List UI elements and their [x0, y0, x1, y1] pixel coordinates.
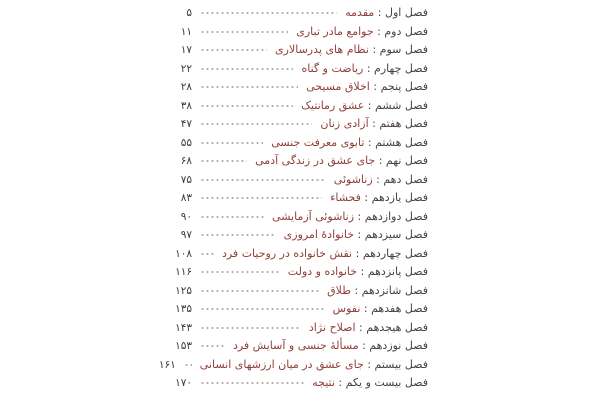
page-number-value: ۱۴۳	[175, 321, 192, 334]
chapter-title: تابوی معرفت جنسی	[271, 135, 365, 149]
chapter-heading	[301, 60, 428, 79]
chapter-title: طلاق	[327, 283, 351, 297]
chapter-separator: :	[358, 339, 370, 352]
chapter-heading	[345, 4, 428, 23]
page-number	[152, 134, 192, 153]
dot-leader	[200, 156, 247, 166]
page-number-value: ۱۵۳	[175, 340, 192, 352]
chapter-label: فصل چهاردهم	[362, 246, 428, 260]
chapter-separator: :	[352, 246, 363, 260]
dot-leader	[200, 138, 263, 148]
page-number	[152, 245, 192, 264]
page-number	[152, 23, 192, 42]
page-number	[152, 189, 192, 208]
chapter-title: جوامع مادر تباری	[296, 24, 374, 38]
dot-leader	[200, 119, 312, 129]
page-number	[152, 41, 192, 60]
toc-entry	[152, 97, 428, 116]
page-number-value: ۸۳	[180, 192, 192, 204]
page-number-value: ۱۱	[180, 25, 192, 38]
page-number-value: ۲۸	[180, 81, 192, 93]
chapter-title: عشق رمانتیک	[301, 98, 365, 112]
chapter-title: خانوادۀ امروزی	[283, 228, 355, 241]
chapter-label: فصل ششم	[375, 98, 428, 112]
chapter-label: فصل دهم	[383, 172, 428, 186]
chapter-label: فصل هفدهم	[371, 302, 428, 315]
chapter-label: فصل بیست و یکم	[345, 376, 428, 389]
page-number-value: ۱۱۶	[175, 266, 192, 278]
chapter-title: فحشاء	[330, 191, 361, 204]
chapter-title: زناشوئی آزمایشی	[272, 209, 355, 223]
chapter-heading	[272, 208, 428, 227]
toc-entry	[152, 245, 428, 264]
chapter-heading	[320, 115, 428, 134]
toc-entry	[152, 374, 428, 393]
page-number	[152, 319, 192, 338]
page-number-value: ۵	[186, 7, 192, 19]
page-number	[152, 97, 192, 116]
page-number-value: ۹۰	[180, 210, 192, 223]
chapter-label: فصل شانزدهم	[361, 283, 428, 297]
dot-leader	[200, 249, 214, 259]
chapter-separator: :	[373, 24, 385, 38]
page-number	[152, 300, 192, 319]
chapter-heading	[255, 152, 428, 171]
chapter-heading	[200, 356, 428, 375]
chapter-separator: :	[354, 209, 365, 223]
chapter-label: فصل نوزدهم	[369, 339, 428, 352]
chapter-title: زناشوئی	[333, 172, 373, 186]
page-number	[152, 4, 192, 23]
page-number-value: ۱۰۸	[175, 247, 192, 260]
chapter-label: فصل بیستم	[374, 357, 428, 371]
chapter-title: نفوس	[332, 302, 361, 315]
chapter-title: جای عشق در زندگی آدمی	[255, 154, 376, 167]
chapter-separator: :	[360, 302, 372, 315]
dot-leader	[200, 193, 322, 203]
dot-leader	[200, 304, 325, 314]
chapter-label: فصل هفتم	[379, 117, 428, 130]
chapter-heading	[284, 226, 428, 245]
page-number-value: ۲۲	[180, 62, 192, 75]
page-number	[152, 374, 192, 393]
toc-entry	[152, 152, 428, 171]
toc-entry	[152, 60, 428, 79]
dot-leader	[200, 45, 267, 55]
chapter-separator: :	[364, 98, 376, 112]
page-number-value: ۱۷۰	[175, 377, 192, 389]
chapter-separator: :	[363, 357, 375, 371]
chapter-label: فصل دوم	[384, 24, 428, 38]
chapter-heading	[334, 171, 428, 190]
dot-leader	[200, 8, 337, 18]
chapter-separator: :	[363, 61, 375, 75]
chapter-title: مقدمه	[345, 6, 375, 19]
page-number-value: ۱۳۵	[175, 303, 192, 315]
toc-entry	[152, 189, 428, 208]
dot-leader	[200, 267, 280, 277]
page-number-value: ۱۷	[180, 44, 192, 56]
chapter-separator: :	[368, 117, 380, 130]
chapter-heading	[271, 134, 428, 153]
page-number	[152, 171, 192, 190]
dot-leader	[200, 101, 293, 111]
chapter-label: فصل نهم	[385, 154, 428, 167]
chapter-separator: :	[364, 135, 376, 149]
chapter-separator: :	[334, 376, 346, 389]
chapter-heading	[275, 41, 428, 60]
chapter-heading	[222, 245, 428, 264]
chapter-label: فصل پانزدهم	[367, 265, 428, 278]
chapter-separator: :	[374, 6, 385, 19]
toc-entry	[152, 337, 428, 356]
chapter-separator: :	[355, 320, 367, 334]
chapter-title: نظام های پدرسالاری	[275, 43, 369, 56]
page-number-value: ۷۵	[180, 173, 192, 186]
dot-leader	[200, 378, 304, 388]
chapter-label: فصل سوم	[379, 43, 428, 56]
page-number-value: ۵۵	[180, 136, 192, 149]
dot-leader	[200, 64, 293, 74]
toc-entry	[152, 263, 428, 282]
toc-entry	[152, 319, 428, 338]
page-number	[152, 282, 192, 301]
chapter-title: آزادی زنان	[320, 117, 369, 130]
chapter-label: فصل هیجدهم	[366, 320, 428, 334]
chapter-separator: :	[360, 191, 372, 204]
page-number-value: ۱۶۱	[158, 358, 176, 371]
dot-leader	[200, 175, 326, 185]
page-number	[136, 356, 176, 375]
chapter-title: ریاضت و گناه	[301, 61, 364, 75]
chapter-heading	[288, 263, 428, 282]
chapter-separator: :	[354, 228, 365, 241]
chapter-title: اخلاق مسیحی	[306, 80, 370, 93]
toc-entry	[152, 300, 428, 319]
page-number	[152, 60, 192, 79]
chapter-heading	[312, 374, 428, 393]
table-of-contents	[152, 4, 428, 393]
chapter-separator: :	[372, 172, 384, 186]
chapter-title: نتیجه	[312, 376, 335, 389]
toc-entry	[152, 282, 428, 301]
page-number	[152, 263, 192, 282]
page-number	[152, 115, 192, 134]
chapter-heading	[330, 189, 428, 208]
dot-leader	[200, 230, 276, 240]
toc-entry	[152, 134, 428, 153]
page-number-value: ۹۷	[180, 229, 192, 241]
toc-entry	[152, 41, 428, 60]
chapter-heading	[301, 97, 428, 116]
dot-leader	[184, 360, 192, 370]
chapter-title: مسألۀ جنسی و آسایش فرد	[232, 339, 359, 352]
page-number	[152, 337, 192, 356]
toc-entry	[152, 356, 428, 375]
chapter-label: فصل یازدهم	[371, 191, 428, 204]
toc-entry	[152, 78, 428, 97]
chapter-label: فصل پنجم	[380, 80, 428, 93]
chapter-heading	[306, 78, 428, 97]
chapter-separator: :	[375, 154, 386, 167]
page-number-value: ۱۲۵	[175, 284, 192, 297]
toc-entry	[152, 23, 428, 42]
chapter-separator: :	[369, 80, 381, 93]
chapter-heading	[296, 23, 428, 42]
chapter-heading	[309, 319, 428, 338]
chapter-separator: :	[350, 283, 362, 297]
chapter-label: فصل چهارم	[374, 61, 428, 75]
chapter-heading	[233, 337, 428, 356]
page-number-value: ۶۸	[180, 155, 192, 167]
toc-entry	[152, 4, 428, 23]
page-number	[152, 78, 192, 97]
dot-leader	[200, 82, 298, 92]
chapter-separator: :	[357, 265, 368, 278]
dot-leader	[200, 212, 264, 222]
dot-leader	[200, 341, 225, 351]
chapter-label: فصل اول	[385, 6, 428, 19]
chapter-label: فصل سیزدهم	[364, 228, 428, 241]
chapter-label: فصل دوازدهم	[364, 209, 428, 223]
dot-leader	[200, 323, 301, 333]
toc-entry	[152, 115, 428, 134]
toc-entry	[152, 208, 428, 227]
chapter-heading	[327, 282, 428, 301]
page-number-value: ۳۸	[180, 99, 192, 112]
page-number	[152, 208, 192, 227]
chapter-title: خانواده و دولت	[287, 265, 358, 278]
chapter-label: فصل هشتم	[375, 135, 428, 149]
page-number-value: ۴۷	[180, 118, 192, 130]
page-number	[152, 226, 192, 245]
chapter-title: جای عشق در میان ارزشهای انسانی	[199, 357, 364, 371]
chapter-separator: :	[368, 43, 380, 56]
chapter-title: اصلاح نژاد	[308, 320, 356, 334]
toc-entry	[152, 171, 428, 190]
page-number	[152, 152, 192, 171]
dot-leader	[200, 27, 288, 37]
chapter-heading	[333, 300, 428, 319]
chapter-title: نقش خانواده در روحیات فرد	[221, 246, 353, 260]
dot-leader	[200, 286, 319, 296]
toc-entry	[152, 226, 428, 245]
